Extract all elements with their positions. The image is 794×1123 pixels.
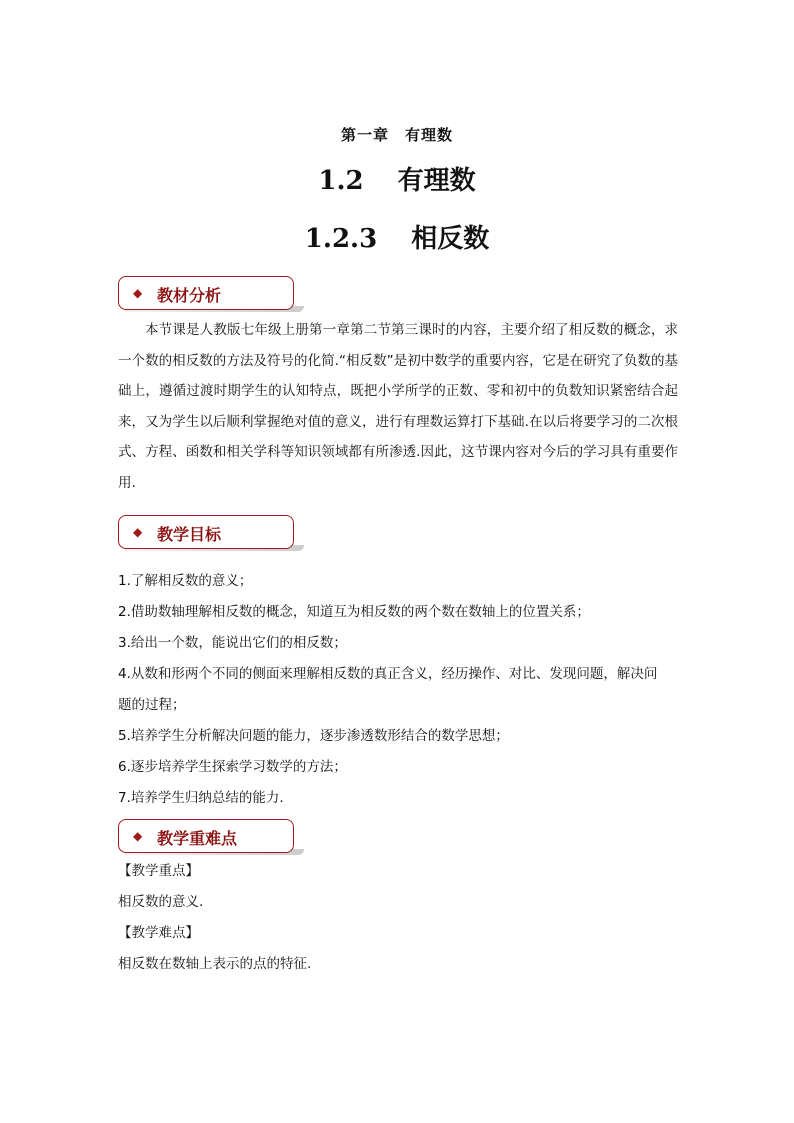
section-label-analysis: 教材分析 <box>157 286 222 305</box>
section-label-goals: 教学目标 <box>157 525 222 544</box>
subsection-heading <box>0 218 794 255</box>
section-number: 1.2 <box>318 166 364 196</box>
section-heading <box>0 160 794 197</box>
section-label-key-points: 教学重难点 <box>157 829 238 848</box>
analysis-paragraph: 本节课是人教版七年级上册第一章第二节第三课时的内容，主要介绍了相反数的概念，求一个数的相反数的方法及符号的化简.“相反数”是初中数学的重要内容，它是在研究了负数的基础上，遵循过渡时期学生的认知特点，既把小学所学的正数、零和初中的负数知识紧密结合起来，又为学生以后顺利掌握绝对值的意义，进行有理数运算打下基础.在以后将要学习的二次根式、方程、函数和相关学科等知识领域都有所渗透.因此，这节课内容对今后的学习具有重要作用. <box>118 322 678 491</box>
diamond-icon: ◆ <box>133 525 143 539</box>
difficulty-text: 相反数在数轴上表示的点的特征. <box>118 956 312 972</box>
diamond-icon: ◆ <box>133 829 143 843</box>
goal-item: 1.了解相反数的意义； <box>118 573 253 589</box>
focus-heading: 【教学重点】 <box>118 863 199 879</box>
goal-item: 2.借助数轴理解相反数的概念，知道互为相反数的两个数在数轴上的位置关系； <box>118 604 590 620</box>
goal-item: 4.从数和形两个不同的侧面来理解相反数的真正含义，经历操作、对比、发现问题，解决问 <box>118 666 658 682</box>
subsection-title: 相反数 <box>411 224 490 254</box>
goal-item: 3.给出一个数，能说出它们的相反数； <box>118 635 347 651</box>
goal-item: 题的过程； <box>118 697 186 713</box>
chapter-title: 第一章 有理数 <box>340 126 453 144</box>
subsection-number: 1.2.3 <box>304 224 378 254</box>
section-box-goals <box>118 515 294 549</box>
goal-item: 5.培养学生分析解决问题的能力，逐步渗透数形结合的数学思想； <box>118 728 509 744</box>
section-title: 有理数 <box>397 166 476 196</box>
goal-item: 6.逐步培养学生探索学习数学的方法； <box>118 759 347 775</box>
difficulty-heading: 【教学难点】 <box>118 925 199 941</box>
goal-item: 7.培养学生归纳总结的能力. <box>118 790 284 806</box>
focus-text: 相反数的意义. <box>118 894 204 910</box>
diamond-icon: ◆ <box>133 286 143 300</box>
section-box-analysis <box>118 276 294 310</box>
section-box-key-points <box>118 819 294 853</box>
